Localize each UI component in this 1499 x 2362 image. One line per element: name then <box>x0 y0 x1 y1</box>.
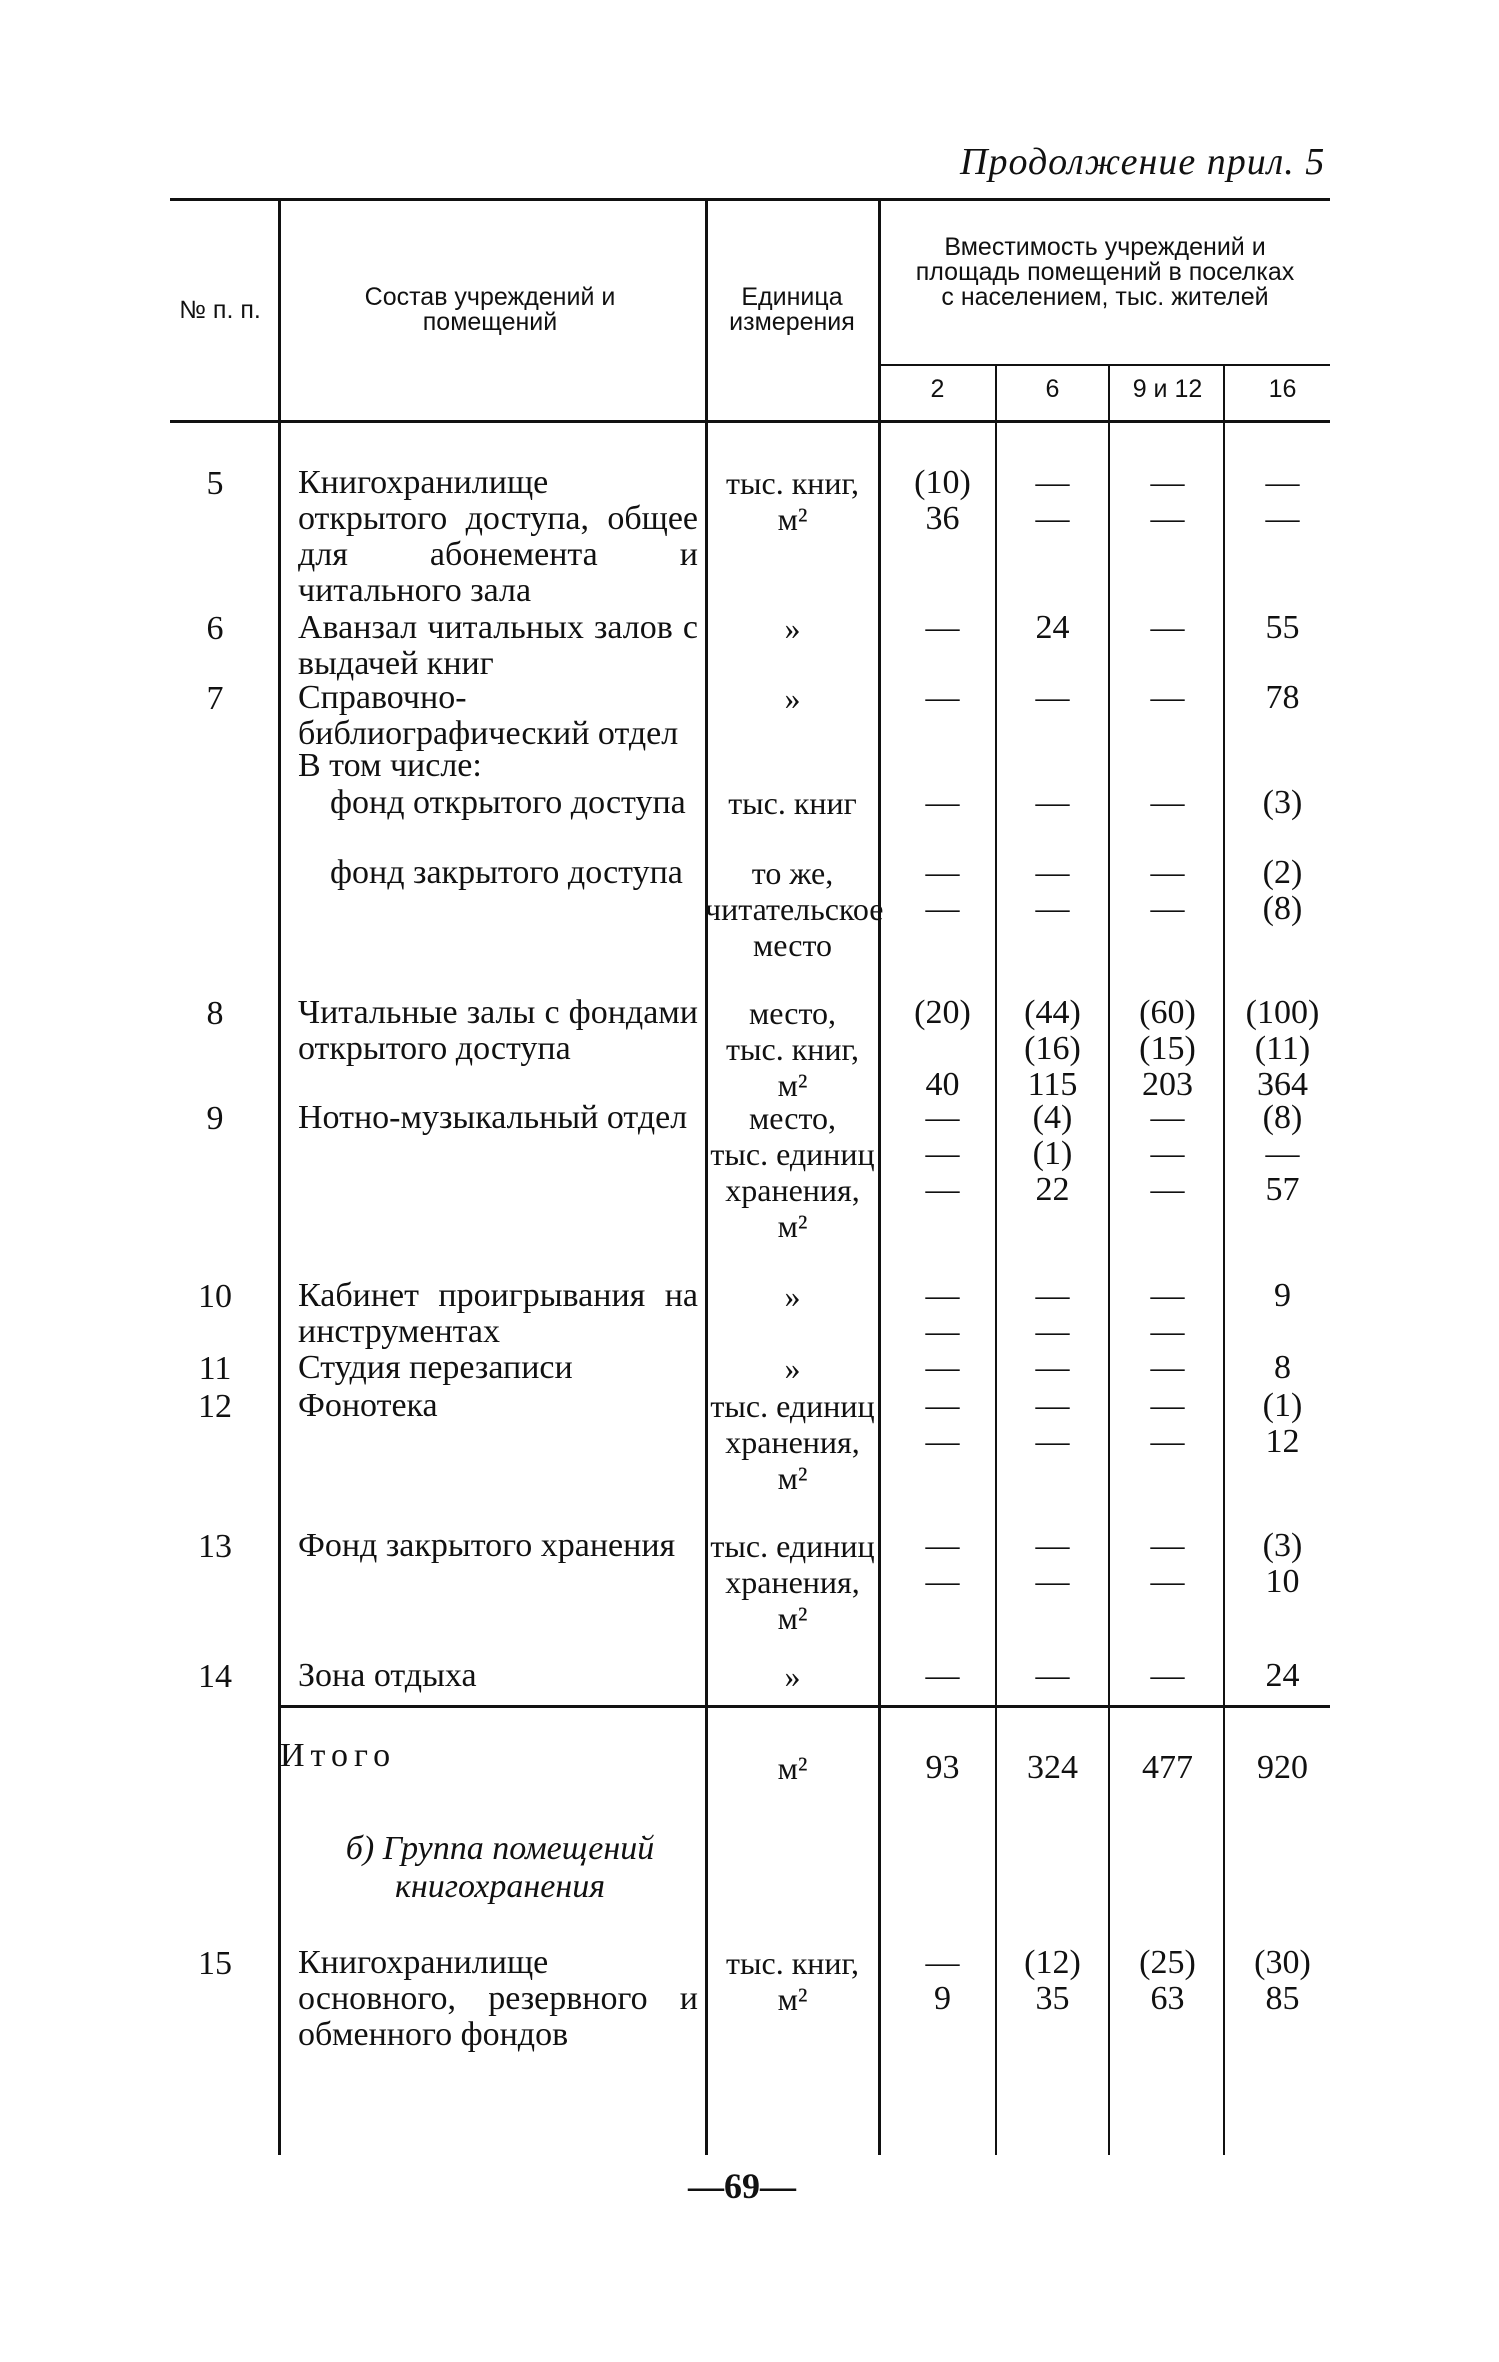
row-unit <box>705 610 880 646</box>
table-top-rule <box>170 198 1330 201</box>
value-cell <box>1225 1658 1340 1694</box>
value: — <box>925 1349 960 1386</box>
value: (11) <box>1254 1030 1311 1067</box>
value: — <box>1150 1657 1185 1694</box>
value: — <box>1265 1135 1300 1172</box>
value-cell <box>890 1658 995 1694</box>
value-cell <box>890 680 995 716</box>
value-cell <box>890 1278 995 1350</box>
value: — <box>925 890 960 927</box>
value: 40 <box>925 1066 960 1103</box>
value-cell <box>995 610 1110 646</box>
unit-line: тыс. единиц хранения, <box>710 1528 875 1600</box>
value-cell <box>1225 1350 1340 1386</box>
value: 8 <box>1274 1349 1291 1386</box>
total-unit: м² <box>777 1750 808 1786</box>
value: — <box>925 679 960 716</box>
total-value: 324 <box>1027 1749 1078 1786</box>
value: — <box>1150 1277 1185 1314</box>
value: — <box>1035 784 1070 821</box>
value: (1) <box>1262 1387 1303 1424</box>
value: (60) <box>1139 994 1196 1031</box>
row-number: 9 <box>206 1100 224 1137</box>
value: (4) <box>1032 1099 1073 1136</box>
row-number: 10 <box>198 1278 232 1315</box>
value: (12) <box>1024 1944 1081 1981</box>
value: 364 <box>1257 1066 1308 1103</box>
value: (2) <box>1262 854 1303 891</box>
unit-line: место, <box>748 995 836 1031</box>
value: (30) <box>1254 1944 1311 1981</box>
value: — <box>1150 1423 1185 1460</box>
continuation-caption: Продолжение прил. 5 <box>960 141 1326 183</box>
value: 12 <box>1265 1423 1300 1460</box>
row-unit <box>705 680 880 716</box>
row-name: Аванзал читальных залов с выдачей книг <box>298 609 698 682</box>
value-cell <box>1225 680 1340 716</box>
value-cell <box>1110 1100 1225 1208</box>
row-number: 12 <box>198 1388 232 1425</box>
unit-line: м² <box>777 501 808 537</box>
value-cell <box>1110 680 1225 716</box>
value: (1) <box>1032 1135 1073 1172</box>
value-cell <box>1225 1278 1340 1314</box>
unit-line: » <box>784 1278 801 1314</box>
value: 55 <box>1265 609 1300 646</box>
total-label: Итого <box>280 1737 397 1774</box>
value: 9 <box>934 1980 951 2017</box>
value: — <box>1035 500 1070 537</box>
row-unit <box>705 855 884 963</box>
value-cell <box>1225 465 1340 537</box>
value-cell <box>995 1350 1110 1386</box>
value: — <box>1035 1349 1070 1386</box>
value: — <box>1150 1135 1185 1172</box>
total-value: 477 <box>1142 1749 1193 1786</box>
value: 22 <box>1035 1171 1070 1208</box>
row-name: В том числе: <box>298 747 482 784</box>
row-number: 15 <box>198 1945 232 1982</box>
value: — <box>925 1527 960 1564</box>
value: — <box>925 1423 960 1460</box>
value: — <box>1035 1657 1070 1694</box>
page-number: —69— <box>688 2166 796 2206</box>
header-bottom-rule <box>170 420 1330 423</box>
row-unit <box>705 465 880 537</box>
value-cell <box>890 465 995 537</box>
value: (10) <box>914 464 971 501</box>
value-cell <box>1110 1658 1225 1694</box>
value: (16) <box>1024 1030 1081 1067</box>
unit-line: » <box>784 610 801 646</box>
value-cell <box>995 855 1110 927</box>
unit-line: м² <box>777 1067 808 1103</box>
unit-line: читательское место <box>705 891 884 963</box>
value-cell <box>1110 1945 1225 2017</box>
row-name: Зона отдыха <box>298 1657 477 1694</box>
value-cell <box>890 855 995 927</box>
value-cell <box>1225 785 1340 821</box>
subheader-6: 6 <box>1045 375 1060 403</box>
unit-line: м² <box>777 1600 808 1636</box>
row-name: Фонд закрытого хранения <box>298 1527 676 1564</box>
value: 9 <box>1274 1277 1291 1314</box>
value-cell <box>1225 1100 1340 1208</box>
row-unit <box>705 1278 880 1314</box>
value-cell <box>995 1658 1110 1694</box>
row-unit <box>705 1100 880 1244</box>
value-cell <box>1225 610 1340 646</box>
value-cell <box>890 995 995 1103</box>
total-value: 93 <box>925 1749 960 1786</box>
row-unit <box>705 1528 880 1636</box>
row-name: Книгохранилище основного, резервного и обменного фондов <box>298 1944 698 2053</box>
value-cell <box>995 1388 1110 1460</box>
value-cell <box>995 1945 1110 2017</box>
value: — <box>925 1657 960 1694</box>
value: 57 <box>1265 1171 1300 1208</box>
value: — <box>1035 1423 1070 1460</box>
value: — <box>1150 464 1185 501</box>
row-number: 13 <box>198 1528 232 1565</box>
value: — <box>1150 784 1185 821</box>
value: 78 <box>1265 679 1300 716</box>
value: — <box>925 1099 960 1136</box>
value-cell <box>1110 465 1225 537</box>
value-cell <box>1110 1350 1225 1386</box>
value: 24 <box>1035 609 1070 646</box>
subheader-16: 16 <box>1268 375 1297 403</box>
value: 115 <box>1027 1066 1078 1103</box>
unit-line: тыс. книг, <box>726 465 859 501</box>
row-number: 14 <box>198 1658 232 1695</box>
unit-line: тыс. единиц хранения, <box>710 1136 875 1208</box>
value: — <box>1150 854 1185 891</box>
value: — <box>925 1171 960 1208</box>
row-name: Книгохранилище открытого доступа, общее для абонемента и читального зала <box>298 464 698 609</box>
value-cell <box>890 785 995 821</box>
value: 203 <box>1142 1066 1193 1103</box>
value: — <box>1035 1313 1070 1350</box>
value-cell <box>1110 855 1225 927</box>
value-cell <box>995 1100 1110 1208</box>
value: — <box>1035 1387 1070 1424</box>
value-cell <box>890 1388 995 1460</box>
value <box>890 1031 995 1067</box>
total-value: 920 <box>1257 1749 1308 1786</box>
value-cell <box>1225 855 1340 927</box>
value: — <box>1265 500 1300 537</box>
value: (20) <box>914 994 971 1031</box>
row-name: фонд закрытого доступа <box>330 854 683 891</box>
value: — <box>1150 1313 1185 1350</box>
value: — <box>925 854 960 891</box>
unit-line: тыс. книг <box>728 785 857 821</box>
value: — <box>1150 1099 1185 1136</box>
value: — <box>925 1277 960 1314</box>
subheader-9-12: 9 и 12 <box>1132 375 1203 403</box>
row-number: 11 <box>198 1350 232 1387</box>
row-unit <box>705 1350 880 1386</box>
unit-line: » <box>784 680 801 716</box>
value: — <box>1150 1563 1185 1600</box>
row-unit <box>705 1945 880 2017</box>
value-cell <box>995 1528 1110 1600</box>
unit-line: м² <box>777 1208 808 1244</box>
unit-line: то же, <box>751 855 834 891</box>
row-unit <box>705 1388 880 1496</box>
value: — <box>1035 1277 1070 1314</box>
row-name: фонд открытого доступа <box>330 784 686 821</box>
value: — <box>925 609 960 646</box>
value: — <box>925 1563 960 1600</box>
row-name: Нотно-музыкальный отдел <box>298 1099 688 1136</box>
value-cell <box>995 785 1110 821</box>
value: (100) <box>1245 994 1320 1031</box>
value: — <box>1265 464 1300 501</box>
value: (8) <box>1262 1099 1303 1136</box>
value: 36 <box>925 500 960 537</box>
unit-line: тыс. книг, <box>726 1031 859 1067</box>
row-number: 6 <box>206 610 224 647</box>
value-cell <box>995 680 1110 716</box>
value-cell <box>1225 1388 1340 1460</box>
row-name: Справочно-библиографический отдел <box>298 679 679 752</box>
subheader-2: 2 <box>930 375 945 403</box>
value: — <box>925 784 960 821</box>
row-unit <box>705 1658 880 1694</box>
value: (25) <box>1139 1944 1196 1981</box>
value: 35 <box>1035 1980 1070 2017</box>
value-cell <box>1110 1278 1225 1350</box>
row-unit <box>705 995 880 1103</box>
value: — <box>1035 679 1070 716</box>
value-cell <box>890 1350 995 1386</box>
value: (15) <box>1139 1030 1196 1067</box>
value-cell <box>995 465 1110 537</box>
header-capacity: Вместимость учреждений и площадь помещений в поселках с населением, тыс. жителей <box>915 233 1295 311</box>
header-number: № п. п. <box>179 296 261 324</box>
header-name: Состав учреждений и помещений <box>364 283 616 336</box>
row-name: Кабинет проигрывания на инструментах <box>298 1277 698 1350</box>
value: — <box>925 1135 960 1172</box>
value: — <box>1150 1349 1185 1386</box>
value-cell <box>1110 995 1225 1103</box>
value-cell <box>1110 1528 1225 1600</box>
value: — <box>1150 609 1185 646</box>
value-cell <box>1110 610 1225 646</box>
value: — <box>925 1313 960 1350</box>
value: — <box>1150 500 1185 537</box>
value: — <box>1035 1563 1070 1600</box>
value-cell <box>890 1945 995 2017</box>
value-cell <box>1225 1945 1340 2017</box>
unit-line: » <box>784 1350 801 1386</box>
header-unit: Единица измерения <box>729 283 855 336</box>
value: 24 <box>1265 1657 1300 1694</box>
value: (8) <box>1262 890 1303 927</box>
value: — <box>1035 464 1070 501</box>
value: — <box>1035 890 1070 927</box>
value: — <box>1150 1527 1185 1564</box>
group-b-heading: б) Группа помещений книгохранения <box>345 1830 655 1905</box>
unit-line: м² <box>777 1460 808 1496</box>
value-cell <box>1110 1388 1225 1460</box>
value-cell <box>1225 1528 1340 1600</box>
value: — <box>1150 890 1185 927</box>
unit-line: » <box>784 1658 801 1694</box>
value-cell <box>890 610 995 646</box>
row-name: Фонотека <box>298 1387 438 1424</box>
value: (3) <box>1262 1527 1303 1564</box>
value: — <box>925 1944 960 1981</box>
value: — <box>925 1387 960 1424</box>
value: — <box>1035 854 1070 891</box>
row-name: Студия перезаписи <box>298 1349 573 1386</box>
value: 85 <box>1265 1980 1300 2017</box>
row-unit <box>705 785 880 821</box>
row-name: Читальные залы с фондами открытого доступа <box>298 994 698 1067</box>
value: — <box>1150 679 1185 716</box>
value-cell <box>995 1278 1110 1350</box>
value-cell <box>890 1528 995 1600</box>
value: (44) <box>1024 994 1081 1031</box>
row-number: 5 <box>206 465 224 502</box>
row-number: 7 <box>206 680 224 717</box>
value: 10 <box>1265 1563 1300 1600</box>
value-cell <box>1110 785 1225 821</box>
subheader-rule <box>880 364 1330 366</box>
unit-line: тыс. книг, <box>726 1945 859 1981</box>
value: (3) <box>1262 784 1303 821</box>
value-cell <box>1225 995 1340 1103</box>
value-cell <box>890 1100 995 1208</box>
total-top-rule <box>280 1705 1330 1708</box>
value: — <box>1035 1527 1070 1564</box>
value: — <box>1150 1171 1185 1208</box>
value-cell <box>995 995 1110 1103</box>
unit-line: место, <box>748 1100 836 1136</box>
value: — <box>1150 1387 1185 1424</box>
value: 63 <box>1150 1980 1185 2017</box>
unit-line: тыс. единиц хранения, <box>710 1388 875 1460</box>
row-number: 8 <box>206 995 224 1032</box>
unit-line: м² <box>777 1981 808 2017</box>
